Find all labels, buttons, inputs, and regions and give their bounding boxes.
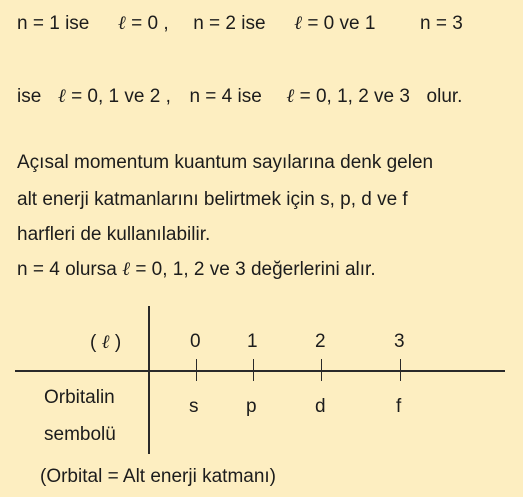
paragraph-line: alt enerji katmanlarını belirtmek için s, p, d ve f <box>17 189 408 210</box>
line1-part-e: n = 3 <box>420 13 463 34</box>
line2-part-e: olur. <box>426 86 463 107</box>
axis-tick <box>253 359 254 381</box>
paragraph-line: harfleri de kullanılabilir. <box>17 224 211 245</box>
ell-symbol: ℓ <box>117 12 126 34</box>
axis-tick <box>196 359 197 381</box>
line1-part-c: n = 2 ise <box>193 13 266 34</box>
ell-symbol: ℓ <box>286 85 295 107</box>
footnote: (Orbital = Alt enerji katmanı) <box>40 466 277 487</box>
line2-part-b: = 0, 1 ve 2 , <box>71 86 171 107</box>
ell-value: 2 <box>315 331 326 352</box>
line1-part-b: = 0 , <box>131 13 169 34</box>
axis-tick <box>321 359 322 381</box>
line6-part-b: = 0, 1, 2 ve 3 değerlerini alır. <box>135 259 376 280</box>
quantum-rule-line-2 <box>17 85 462 108</box>
line6-part-a: n = 4 olursa <box>17 259 117 280</box>
ell-symbol: ℓ <box>122 258 131 280</box>
orbital-symbol: d <box>315 396 326 417</box>
row-label-line-2: sembolü <box>44 424 116 445</box>
orbital-symbol: p <box>246 396 257 417</box>
line1-part-d: = 0 ve 1 <box>307 13 376 34</box>
row-label-line-1: Orbitalin <box>44 387 115 408</box>
table-vertical-divider <box>148 306 150 454</box>
line2-part-d: = 0, 1, 2 ve 3 <box>299 86 410 107</box>
ell-value: 3 <box>394 331 405 352</box>
orbital-symbol: s <box>189 396 199 417</box>
ell-symbol: ℓ <box>101 331 110 353</box>
line2-part-a: ise <box>17 86 42 107</box>
line1-part-a: n = 1 ise <box>17 13 90 34</box>
paragraph-line: Açısal momentum kuantum sayılarına denk gelen <box>17 152 434 173</box>
axis-tick <box>400 359 401 381</box>
line2-part-c: n = 4 ise <box>189 86 262 107</box>
orbital-symbol: f <box>396 396 402 417</box>
ell-value: 0 <box>190 331 201 352</box>
table-header-label: ( ℓ ) <box>90 331 122 353</box>
ell-value: 1 <box>247 331 258 352</box>
table-horizontal-divider <box>15 370 505 372</box>
n4-values-line <box>17 258 376 281</box>
ell-symbol: ℓ <box>294 12 303 34</box>
ell-symbol: ℓ <box>57 85 66 107</box>
quantum-rule-line-1 <box>17 12 463 35</box>
